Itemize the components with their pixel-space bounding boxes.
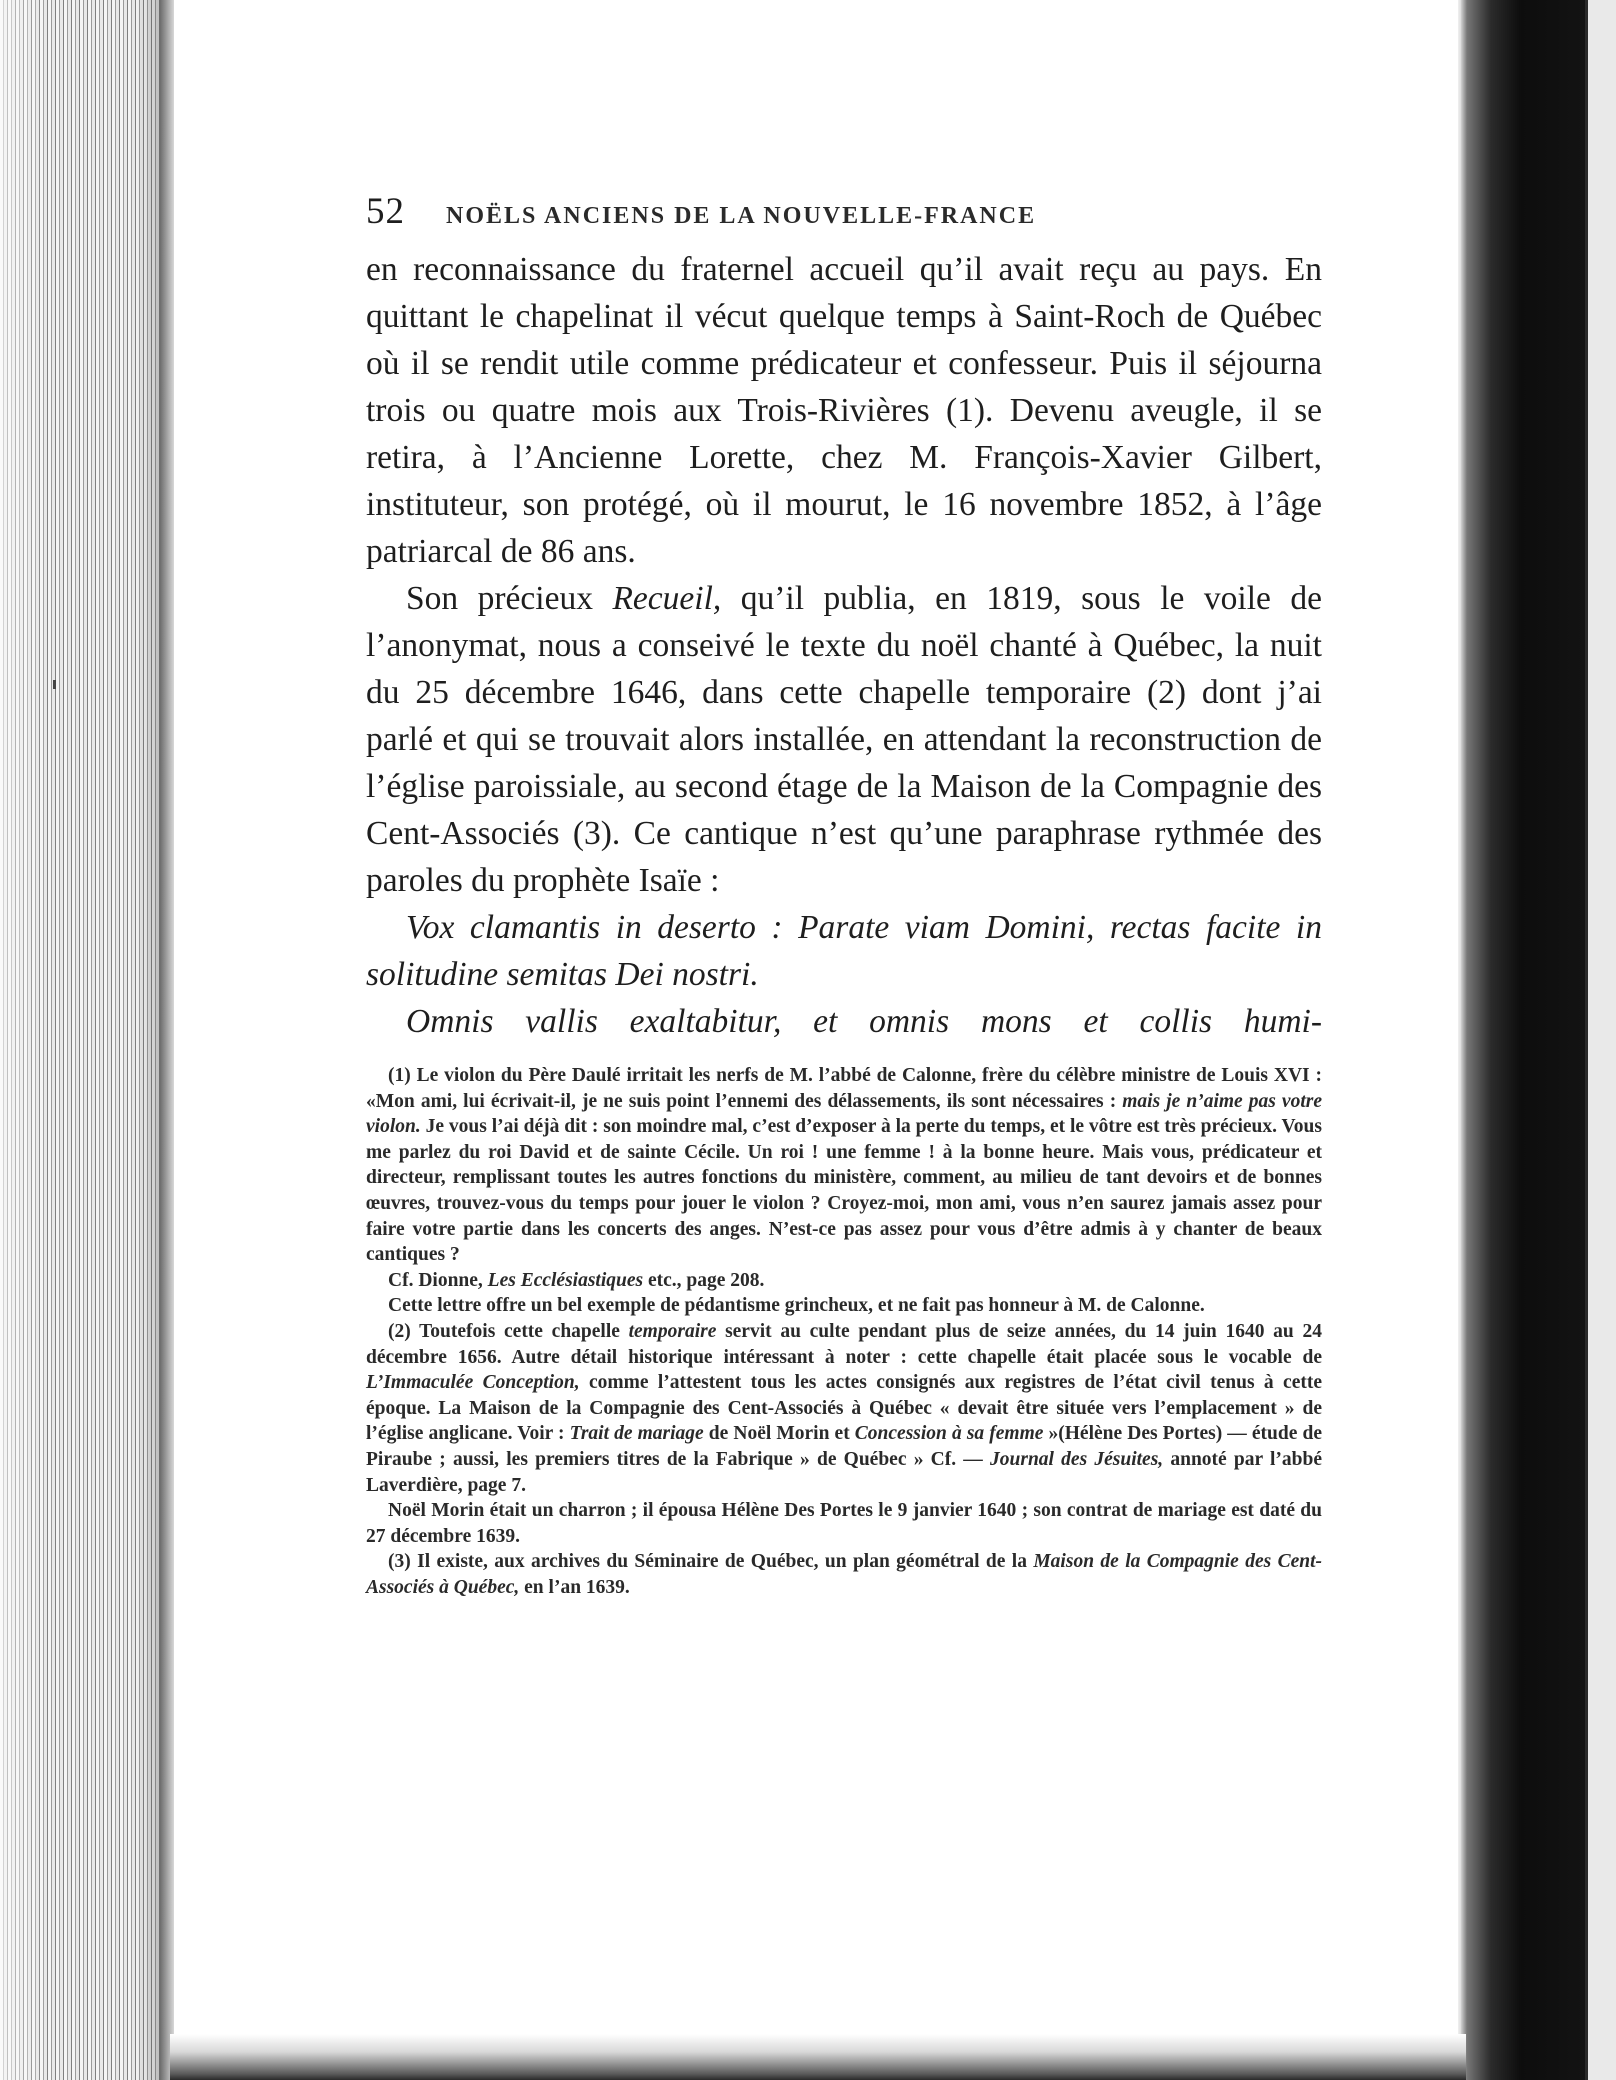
footnote-3-text-end: en l’an 1639. bbox=[519, 1576, 630, 1598]
running-title: NOËLS ANCIENS DE LA NOUVELLE-FRANCE bbox=[446, 203, 1037, 229]
book-gutter-left bbox=[160, 0, 174, 2080]
footnote-2-italic-3: Trait de mariage bbox=[569, 1423, 704, 1445]
footnote-2-text-f: annoté par l’abbé Laverdière, page 7. bbox=[366, 1448, 1323, 1496]
scan-frame-right bbox=[1585, 0, 1616, 2080]
footnote-2-italic-5: Journal des Jésuites, bbox=[990, 1448, 1164, 1470]
footnote-2-text-b: servit au culte pendant plus de seize années, du 14 juin 1640 au 24 décembre 1656. Autre détail historique intéressant à noter : cette chapelle était placée sous le vocable de bbox=[366, 1320, 1322, 1368]
paragraph-1: en reconnaissance du fraternel accueil qu’il avait reçu au pays. En quittant le chapelinat il vécut quelque temps à Saint-Roch de Québec où il se rendit utile comme prédicateur et confesseur. Puis il séjourna trois ou quatre mois aux Trois-Rivières (1). Devenu aveugle, il se retira, à l’Ancienne Lorette, chez M. François-Xavier Gilbert, instituteur, son protégé, où il mourut, le 16 novembre 1852, à l’âge patriarcal de 86 ans. bbox=[366, 251, 1322, 570]
paragraph-2-rest: qu’il publia, en 1819, sous le voile de l’anonymat, nous a conseivé le texte du noël chanté à Québec, la nuit du 25 décembre 1646, dans cette chapelle temporaire (2) dont j’ai parlé et qui se trouvait alors installée, en attendant la reconstruction de l’église paroissiale, au second étage de la Maison de la Compagnie des Cent-Associés (3). Ce cantique n’est qu’une paraphrase rythmée des paroles du prophète Isaïe : bbox=[366, 580, 1322, 899]
main-text bbox=[366, 246, 1322, 1045]
footnote-2-text-e: »(Hélène Des Portes) — étude de Piraube ; aussi, les premiers titres de la Fabrique » de Québec » Cf. — bbox=[366, 1423, 1322, 1470]
footnote-2-text-d: de Noël Morin et bbox=[703, 1423, 855, 1445]
latin-quote-2: Omnis vallis exaltabitur, et omnis mons et collis humi- bbox=[406, 1003, 1322, 1040]
footnote-3 bbox=[366, 1549, 1322, 1600]
page-number: 52 bbox=[366, 191, 405, 232]
footnote-2-text: (2) Toutefois cette chapelle bbox=[388, 1320, 629, 1342]
footnote-3-italic: Maison de la Compagnie des Cent-Associés à Québec, bbox=[366, 1551, 1322, 1598]
footnote-1 bbox=[366, 1063, 1322, 1268]
footnote-2-italic-1: temporaire bbox=[628, 1320, 717, 1342]
page-bottom-edge bbox=[170, 2034, 1466, 2080]
footnote-2-italic-4: Concession à sa femme bbox=[854, 1423, 1044, 1445]
scan-speck bbox=[53, 680, 56, 689]
cf-text-end: etc., page 208. bbox=[643, 1269, 765, 1291]
paragraph-2-start: Son précieux bbox=[406, 580, 613, 617]
footnote-2-text-c: comme l’attestent tous les actes consignés aux registres de l’état civil tenus à cette époque. La Maison de la Compagnie des Cent-Associés à Québec « devait être située vers l’emplacement » de l’église anglicane. Voir : bbox=[366, 1372, 1322, 1445]
cf-italic: Les Ecclésiastiques bbox=[487, 1269, 644, 1291]
book-page bbox=[366, 190, 1322, 1600]
footnote-2-italic-2: L’Immaculée Conception, bbox=[366, 1372, 580, 1394]
footnote-1-text-cont: Je vous l’ai déjà dit : son moindre mal, c’est d’exposer à la perte du temps, et le vôtre est très précieux. Vous me parlez du roi David et de sainte Cécile. Un roi ! une femme ! à la bonne heure. Mais vous, prédicateur et directeur, remplissant toutes les autres fonctions du ministère, comment, au milieu de tant devoirs et de bonnes œuvres, trouvez-vous du temps pour jouer le violon ? Croyez-moi, mon ami, vous n’en saurez jamais assez pour faire votre partie dans les concerts des anges. N’est-ce pas assez pour vous d’être admis à y chanter de beaux cantiques ? bbox=[366, 1116, 1322, 1266]
paragraph-2 bbox=[366, 575, 1322, 904]
footnote-2 bbox=[366, 1319, 1322, 1498]
footnote-1-italic: mais je n’aime pas votre violon. bbox=[366, 1090, 1322, 1138]
book-page-edges bbox=[0, 0, 160, 2080]
footnote-1-cf bbox=[366, 1268, 1322, 1294]
cf-text: Cf. Dionne, bbox=[388, 1269, 488, 1291]
footnotes bbox=[366, 1063, 1322, 1600]
footnote-1-remark: Cette lettre offre un bel exemple de pédantisme grincheux, et ne fait pas honneur à M. de Calonne. bbox=[388, 1295, 1205, 1317]
page-header bbox=[366, 190, 1322, 246]
recueil-italic: Recueil, bbox=[612, 580, 722, 617]
footnote-3-text: (3) Il existe, aux archives du Séminaire de Québec, un plan géométral de la bbox=[388, 1551, 1034, 1573]
footnote-2-remark: Noël Morin était un charron ; il épousa Hélène Des Portes le 9 janvier 1640 ; son contrat de mariage est daté du 27 décembre 1639. bbox=[366, 1500, 1322, 1547]
footnote-1-text: (1) Le violon du Père Daulé irritait les nerfs de M. l’abbé de Calonne, frère du célèbre ministre de Louis XVI : «Mon ami, lui écrivait-il, je ne suis point l’ennemi des délassements, ils sont nécessaires : bbox=[366, 1065, 1322, 1112]
latin-quote-1: Vox clamantis in deserto : Parate viam Domini, rectas facite in solitudine semitas Dei nostri. bbox=[366, 909, 1322, 993]
